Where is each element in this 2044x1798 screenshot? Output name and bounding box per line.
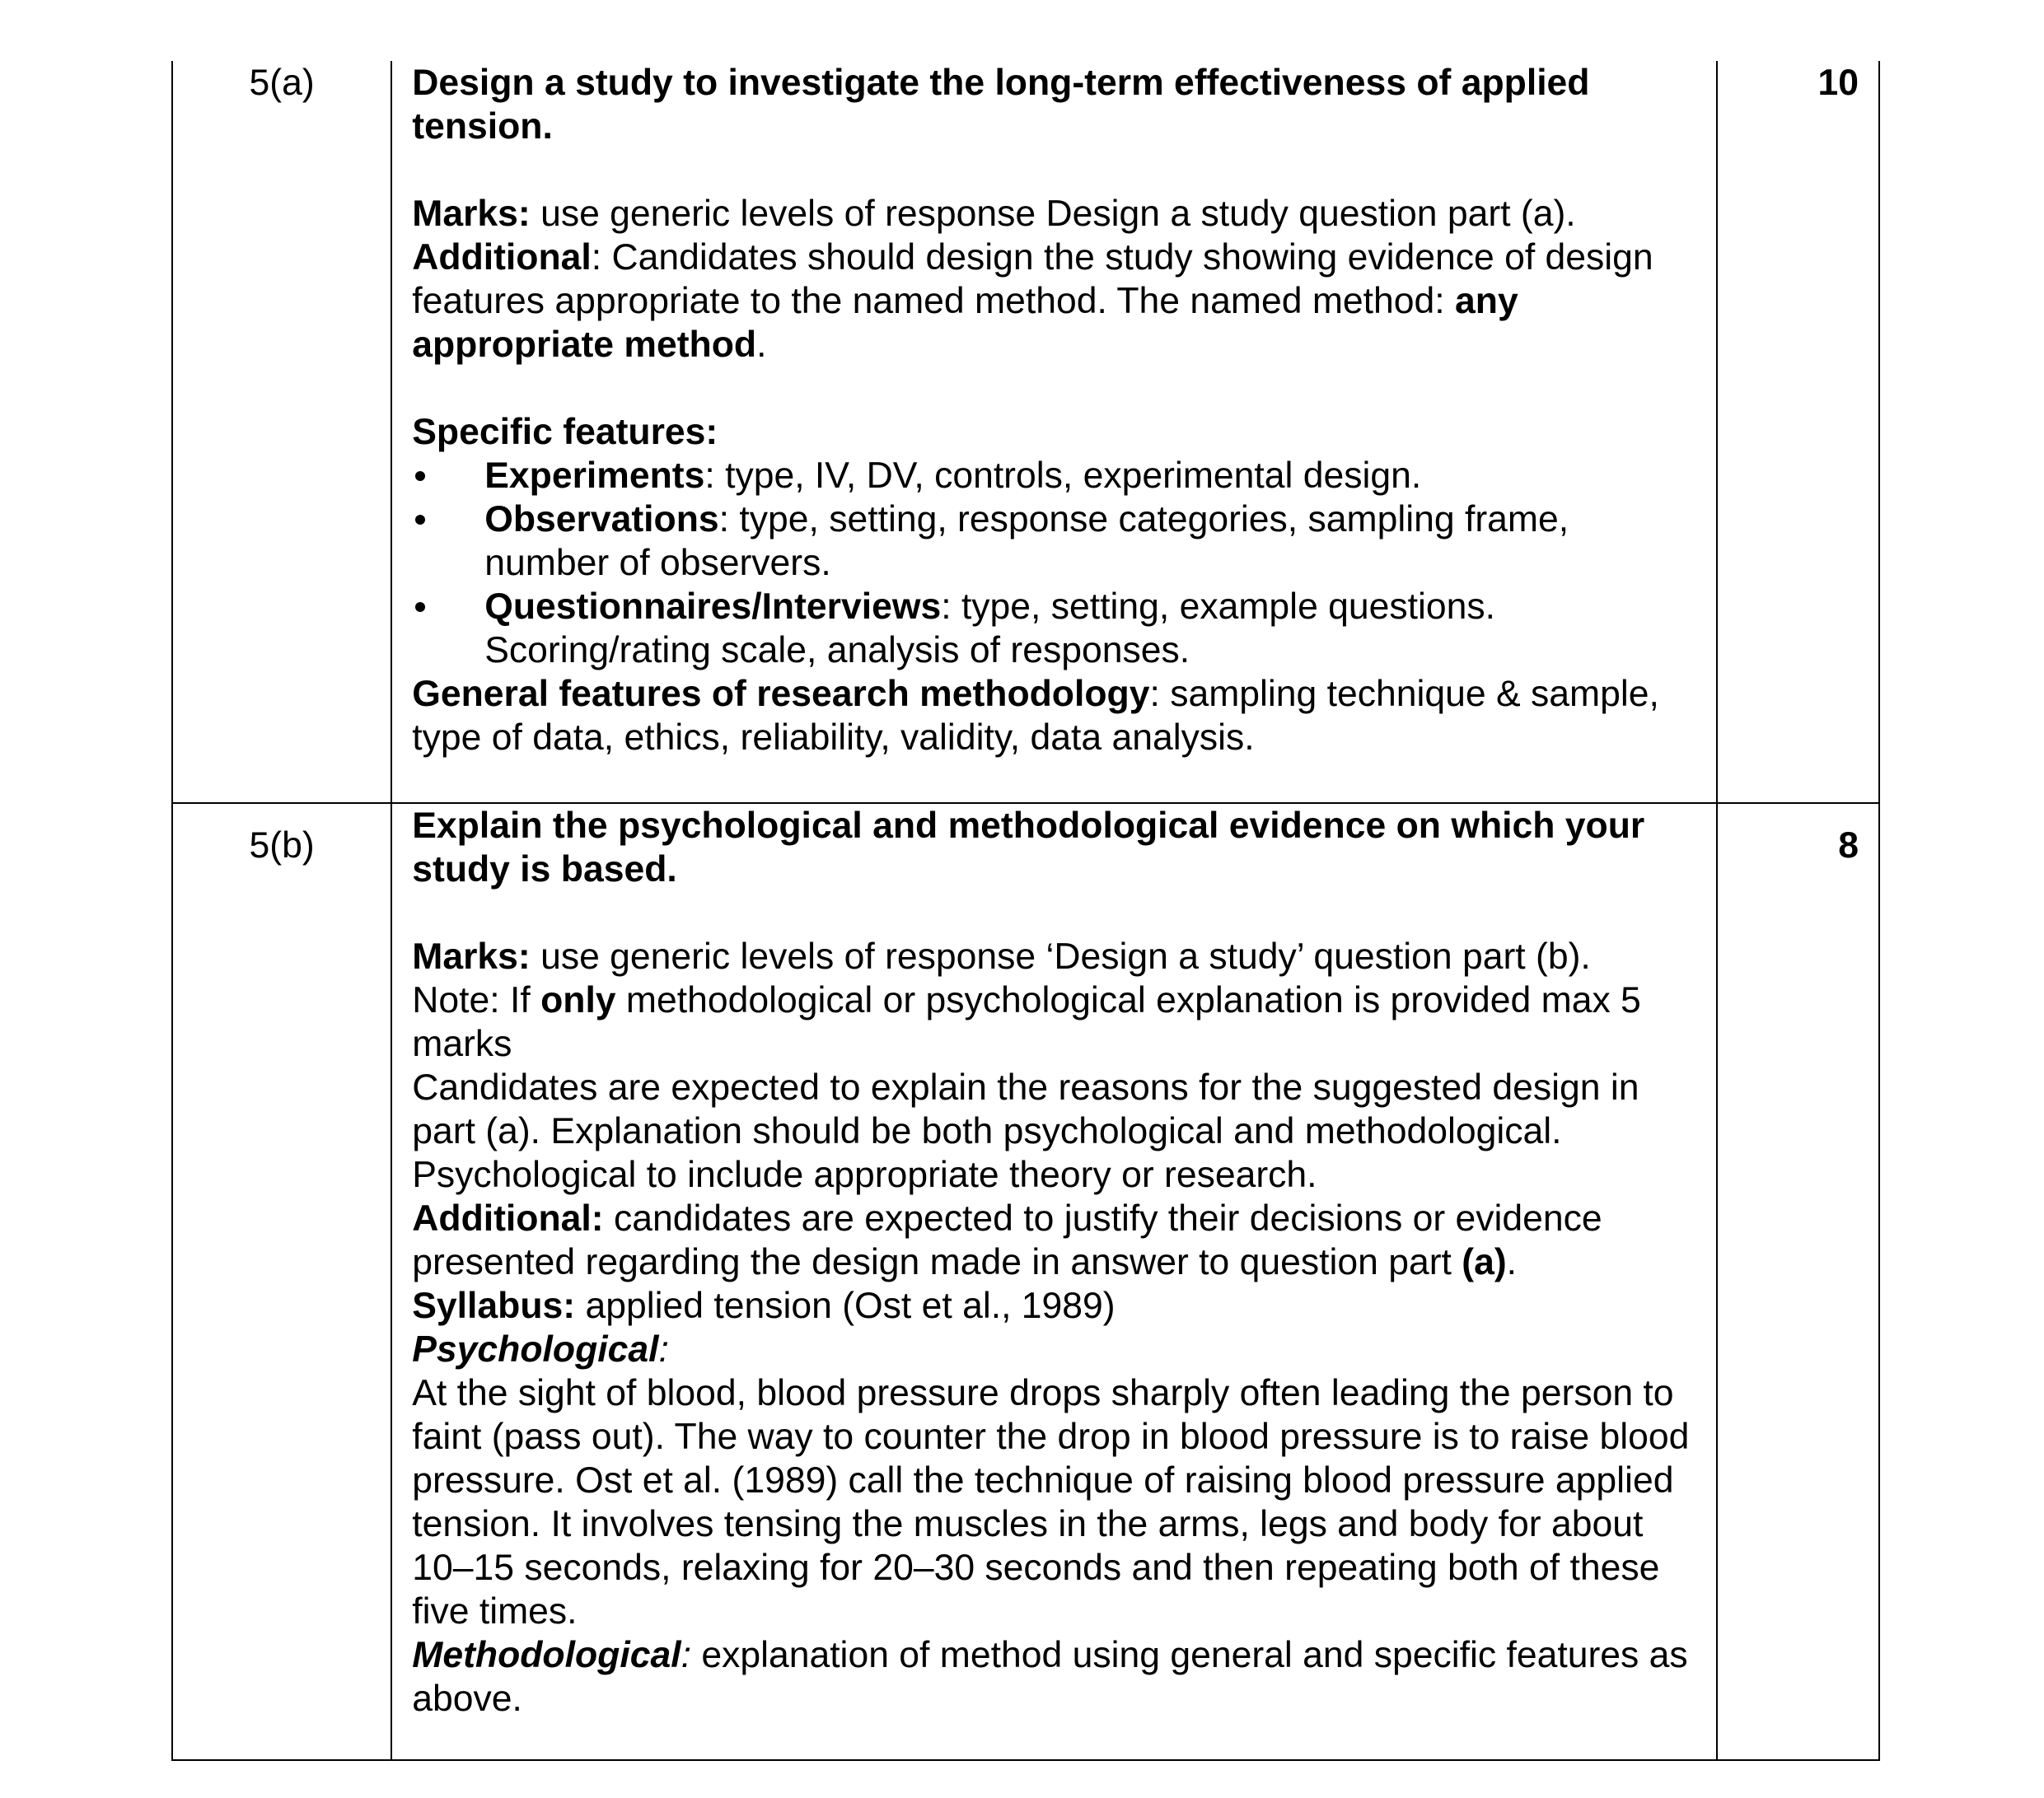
- feature-term: Experiments: [484, 455, 705, 496]
- table-row: [172, 61, 1879, 803]
- methodological-label: Methodological: [412, 1635, 681, 1675]
- feature-text: : type, setting, response categories, sampling frame, number of observers.: [484, 499, 1569, 583]
- syllabus-text: applied tension (Ost et al., 1989): [575, 1286, 1116, 1326]
- answer-cell: [391, 61, 1717, 803]
- syllabus-label: Syllabus:: [412, 1286, 576, 1326]
- methodological: [412, 1633, 1700, 1721]
- additional-part: (a): [1462, 1242, 1507, 1282]
- feature-term: Observations: [484, 499, 719, 539]
- marks-value: 10: [1817, 63, 1859, 103]
- note-post: methodological or psychological explanation is provided max 5 marks: [412, 980, 1641, 1064]
- additional-guidance: [412, 236, 1700, 367]
- marks-cell: [1717, 803, 1879, 1760]
- additional-text: candidates are expected to justify their decisions or evidence presented regarding the design made in answer to question part: [412, 1198, 1602, 1282]
- answer-cell: [391, 803, 1717, 1760]
- feature-text: : type, IV, DV, controls, experimental design.: [704, 455, 1422, 496]
- additional-label: Additional: [412, 237, 592, 278]
- additional-text: : Candidates should design the study showing evidence of design features appropriate to the named method. The named method:: [412, 237, 1653, 321]
- colon: :: [681, 1635, 691, 1675]
- marks-text: use generic levels of response ‘Design a study’ question part (b).: [530, 936, 1591, 977]
- named-method: any appropriate method: [412, 281, 1518, 365]
- general-label: General features of research methodology: [412, 674, 1150, 714]
- additional-label: Additional:: [412, 1198, 604, 1239]
- syllabus: [412, 1284, 1700, 1328]
- question-prompt: Explain the psychological and methodological evidence on which your study is based.: [412, 806, 1645, 890]
- marks-guidance: [412, 192, 1700, 236]
- question-number-cell: [172, 61, 391, 803]
- features-list: [412, 454, 1700, 672]
- expected-text: Candidates are expected to explain the reasons for the suggested design in part (a). Explanation should be both psychological and methodological. Psychological to include appropriate theory or research.: [412, 1067, 1639, 1195]
- list-item: [412, 497, 1700, 585]
- list-item: [412, 454, 1700, 497]
- marks-value: 8: [1838, 825, 1859, 866]
- marks-guidance: [412, 935, 1700, 978]
- period: .: [756, 325, 767, 365]
- colon: :: [658, 1329, 669, 1370]
- marks-label: Marks:: [412, 194, 531, 234]
- additional-guidance: [412, 1197, 1700, 1284]
- note: [412, 978, 1700, 1066]
- marks-label: Marks:: [412, 936, 531, 977]
- question-prompt: Design a study to investigate the long-term effectiveness of applied tension.: [412, 63, 1590, 147]
- period: .: [1506, 1242, 1518, 1282]
- specific-features-heading: Specific features:: [412, 412, 718, 452]
- feature-text: : type, setting, example questions. Scoring/rating scale, analysis of responses.: [484, 586, 1496, 670]
- question-number: 5(a): [249, 63, 315, 103]
- note-only: only: [540, 980, 616, 1020]
- marks-text: use generic levels of response Design a study question part (a).: [530, 194, 1576, 234]
- psychological-text: At the sight of blood, blood pressure drops sharply often leading the person to faint (pass out). The way to counter the drop in blood pressure is to raise blood pressure. Ost et al. (1989) call the technique of raising blood pressure applied tension. It involves tensing the muscles in the arms, legs and body for about 10–15 seconds, relaxing for 20–30 seconds and then repeating both of these five times.: [412, 1373, 1690, 1632]
- general-text: : sampling technique & sample, type of data, ethics, reliability, validity, data analysis.: [412, 674, 1659, 758]
- psychological-label: Psychological: [412, 1329, 659, 1370]
- question-number-cell: [172, 803, 391, 1760]
- list-item: [412, 585, 1700, 672]
- table-row: [172, 803, 1879, 1760]
- note-pre: Note: If: [412, 980, 541, 1020]
- general-features: [412, 672, 1700, 759]
- methodological-text: explanation of method using general and specific features as above.: [412, 1635, 1688, 1719]
- psychological-heading: [412, 1328, 1700, 1371]
- marks-cell: [1717, 61, 1879, 803]
- question-number: 5(b): [249, 825, 315, 866]
- mark-scheme-table: [171, 61, 1880, 1761]
- feature-term: Questionnaires/Interviews: [484, 586, 942, 627]
